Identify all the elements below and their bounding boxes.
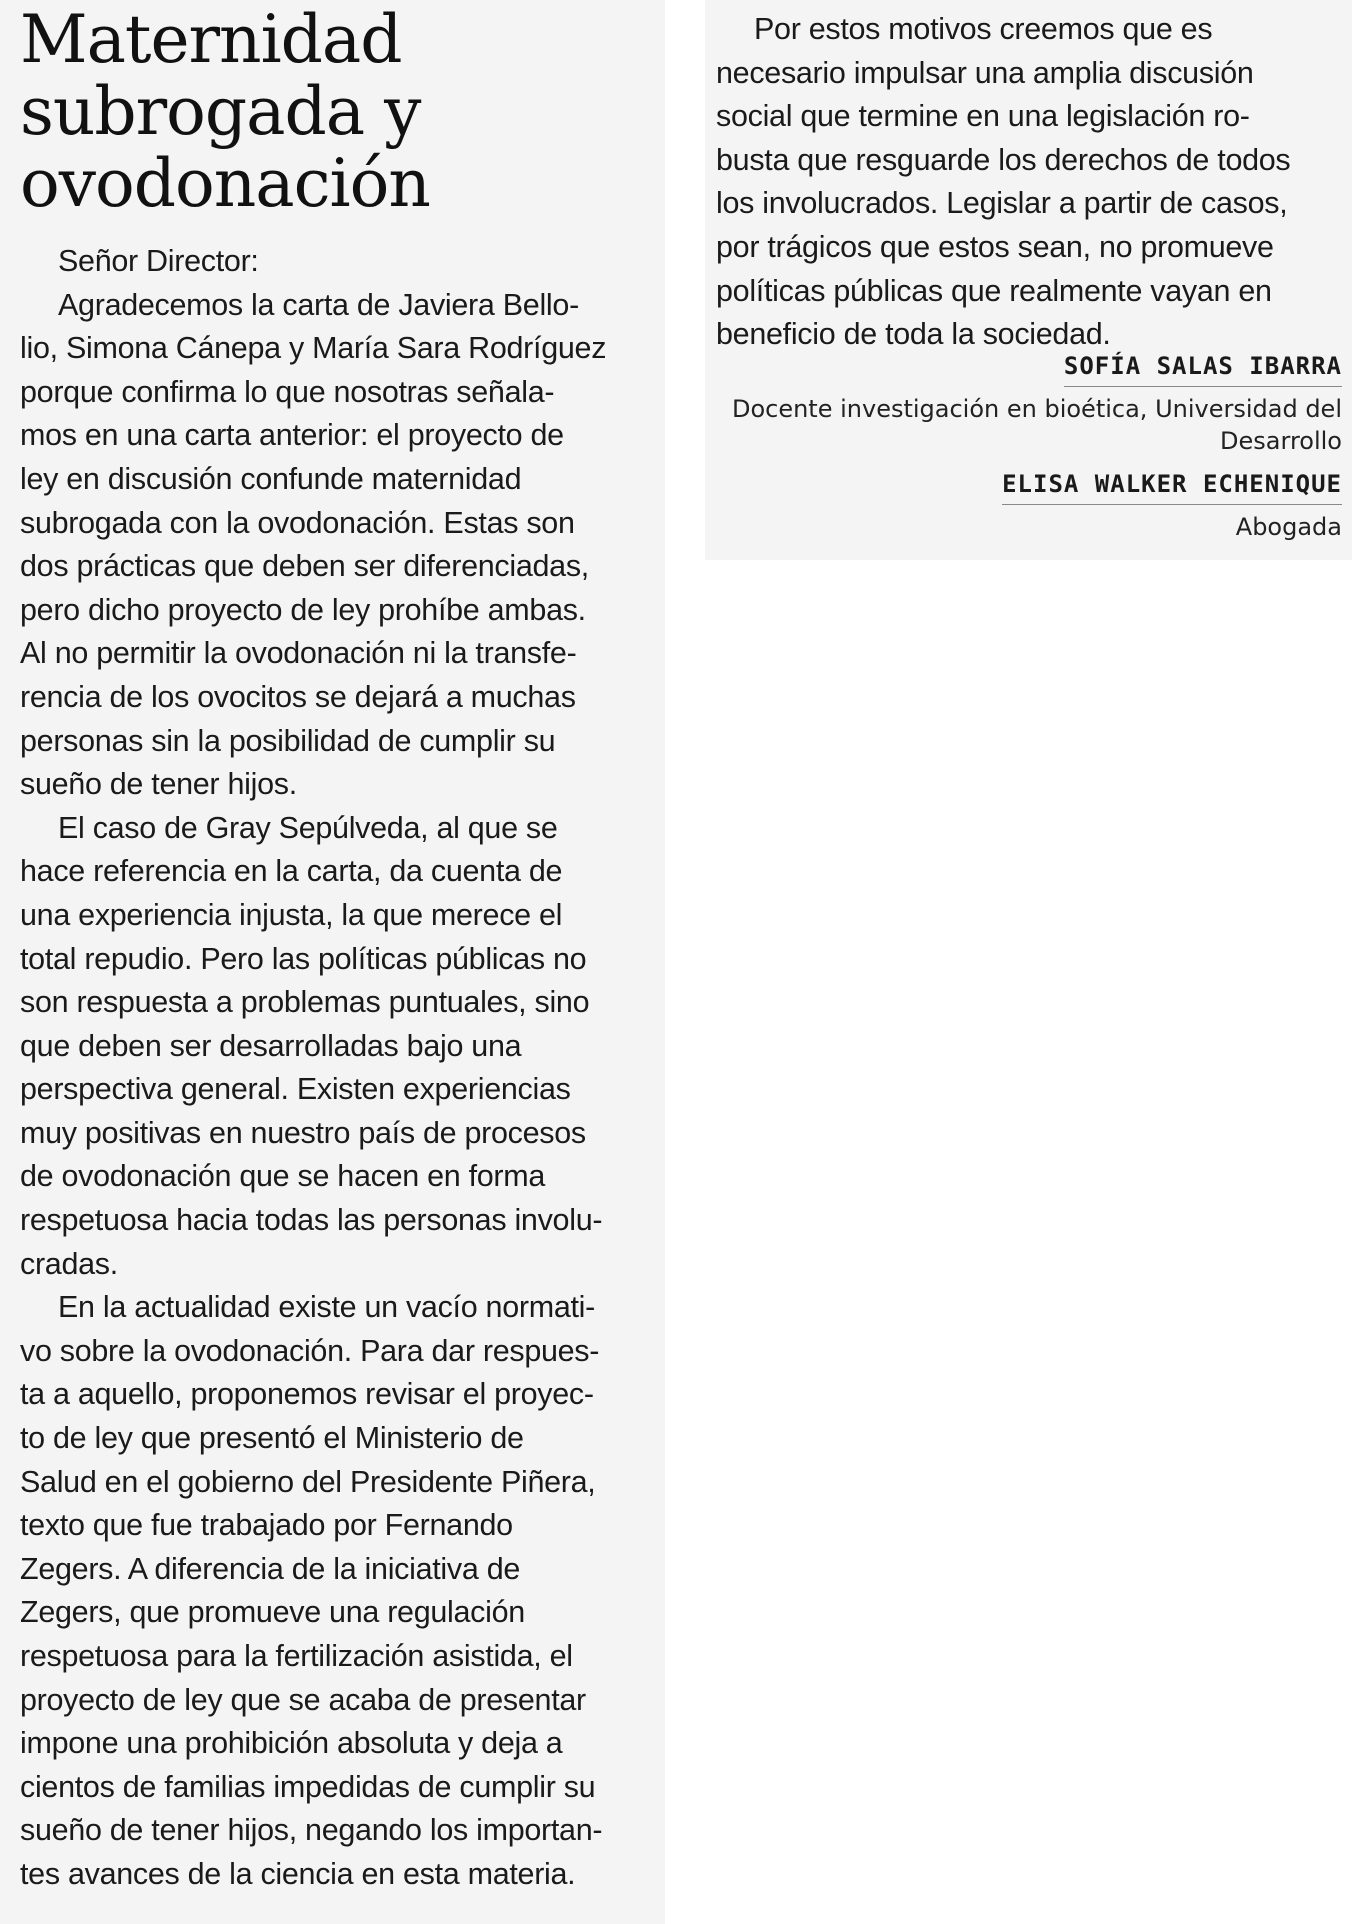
text-line: Zegers. A diferencia de la iniciativa de xyxy=(20,1551,521,1586)
text-line: tes avances de la ciencia en esta materia. xyxy=(20,1856,576,1891)
text-line: cientos de familias impedidas de cumplir su xyxy=(20,1769,596,1804)
text-line: Por estos motivos creemos que es xyxy=(754,12,1213,46)
headline-line: ovodonación xyxy=(20,145,430,222)
text-line: Salud en el gobierno del Presidente Piñera, xyxy=(20,1464,596,1499)
text-line: hace referencia en la carta, da cuenta de xyxy=(20,854,563,889)
text-line: que deben ser desarrolladas bajo una xyxy=(20,1028,522,1063)
signature-2 xyxy=(716,468,1342,543)
headline-line: subrogada y xyxy=(20,73,421,150)
text-line: ley en discusión confunde maternidad xyxy=(20,461,522,496)
text-line: Señor Director: xyxy=(58,244,259,278)
text-line: porque confirma lo que nosotras señala- xyxy=(20,374,555,409)
text-line: El caso de Gray Sepúlveda, al que se xyxy=(58,810,558,845)
text-line: lio, Simona Cánepa y María Sara Rodríguez xyxy=(20,331,607,366)
text-line: sueño de tener hijos. xyxy=(20,767,297,802)
headline xyxy=(20,1,430,222)
letter-body-right-column xyxy=(716,8,1342,357)
text-line: impone una prohibición absoluta y deja a xyxy=(20,1726,563,1761)
text-line: de ovodonación que se hacen en forma xyxy=(20,1159,546,1194)
text-line: Zegers, que promueve una regulación xyxy=(20,1595,525,1630)
signature-name: ELISA WALKER ECHENIQUE xyxy=(1002,468,1342,505)
signature-role xyxy=(716,511,1342,543)
signature-role-line: Abogada xyxy=(1235,513,1342,541)
text-line: proyecto de ley que se acaba de presentar xyxy=(20,1682,586,1717)
text-line: En la actualidad existe un vacío normati- xyxy=(58,1290,595,1325)
text-line: por trágicos que estos sean, no promueve xyxy=(716,229,1274,264)
text-line: los involucrados. Legislar a partir de casos, xyxy=(716,186,1288,221)
text-line: cradas. xyxy=(20,1246,118,1281)
text-line: políticas públicas que realmente vayan en xyxy=(716,273,1272,308)
text-line: busta que resguarde los derechos de todos xyxy=(716,142,1291,177)
text-line: personas sin la posibilidad de cumplir su xyxy=(20,723,556,758)
text-line: rencia de los ovocitos se dejará a muchas xyxy=(20,679,576,714)
text-line: texto que fue trabajado por Fernando xyxy=(20,1508,513,1543)
text-line: pero dicho proyecto de ley prohíbe ambas. xyxy=(20,592,586,627)
letter-body-left-column xyxy=(20,240,655,1897)
text-line: vo sobre la ovodonación. Para dar respues- xyxy=(20,1333,600,1368)
text-line: mos en una carta anterior: el proyecto de xyxy=(20,418,564,453)
text-line: dos prácticas que deben ser diferenciadas, xyxy=(20,549,589,584)
text-line: to de ley que presentó el Ministerio de xyxy=(20,1421,524,1456)
text-line: son respuesta a problemas puntuales, sino xyxy=(20,985,590,1020)
signature-name: SOFÍA SALAS IBARRA xyxy=(1064,350,1342,387)
text-line: perspectiva general. Existen experiencias xyxy=(20,1072,571,1107)
text-line: total repudio. Pero las políticas públicas no xyxy=(20,941,587,976)
text-line: necesario impulsar una amplia discusión xyxy=(716,55,1254,90)
text-line: respetuosa hacia todas las personas involu- xyxy=(20,1203,603,1238)
text-line: social que termine en una legislación ro- xyxy=(716,99,1250,134)
signature-role xyxy=(716,393,1342,457)
text-line: sueño de tener hijos, negando los importan- xyxy=(20,1813,603,1848)
text-line: subrogada con la ovodonación. Estas son xyxy=(20,505,575,540)
text-line: ta a aquello, proponemos revisar el proyec- xyxy=(20,1377,594,1412)
text-line: respetuosa para la fertilización asistida, el xyxy=(20,1639,573,1673)
text-line: una experiencia injusta, la que merece el xyxy=(20,897,563,932)
text-line: Agradecemos la carta de Javiera Bello- xyxy=(58,287,579,322)
signature-1 xyxy=(716,350,1342,457)
signature-role-line: Docente investigación en bioética, Universidad del xyxy=(731,395,1342,423)
signature-role-line: Desarrollo xyxy=(1220,427,1342,455)
headline-line: Maternidad xyxy=(20,1,402,78)
text-line: muy positivas en nuestro país de procesos xyxy=(20,1115,586,1150)
text-line: Al no permitir la ovodonación ni la transfe- xyxy=(20,636,577,671)
text-line: beneficio de toda la sociedad. xyxy=(716,317,1111,352)
